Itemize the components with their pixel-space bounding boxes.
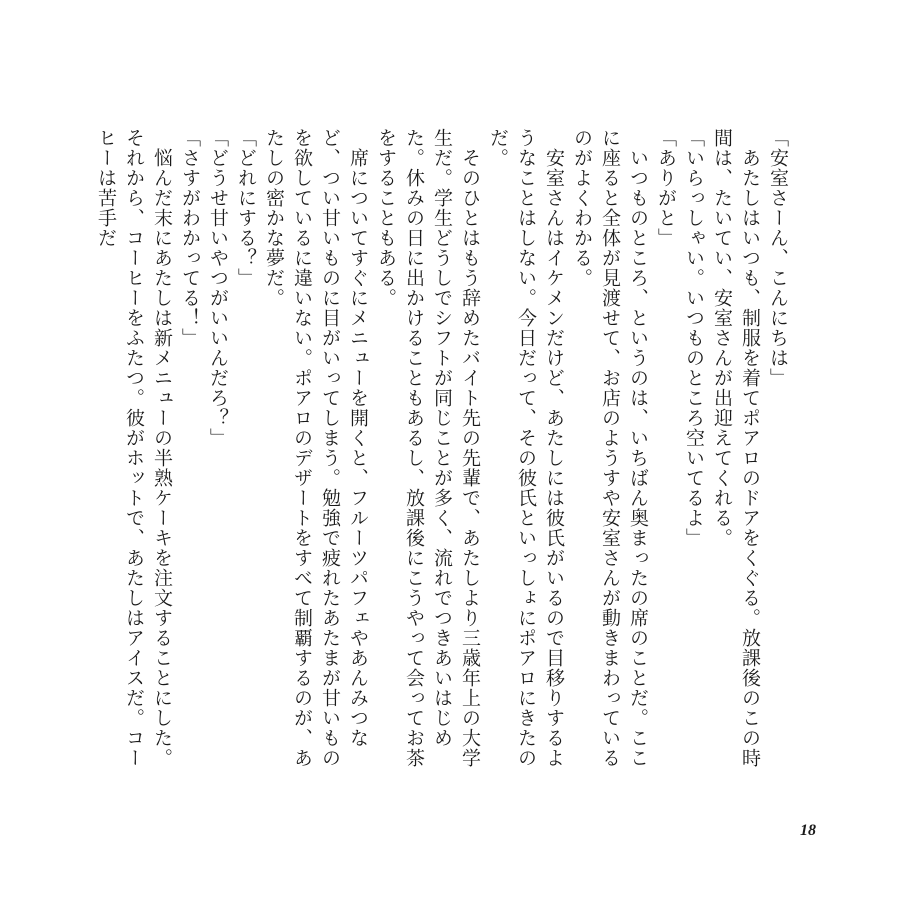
paragraph: 悩んだ末にあたしは新メニューの半熟ケーキを注文することにした。それから、コーヒーをふたつ。彼がホットで、あたしはアイスだ。コーヒーは苦手だ [95, 128, 173, 768]
paragraph: 席についてすぐにメニューを開くと、フルーツパフェやあんみつなど、つい甘いものに目がいってしまう。勉強で疲れたあたまが甘いものを欲しているに違いない。ポアロのデザートをすべて制覇するのが、あたしの密かな夢だ。 [263, 128, 369, 768]
paragraph: あたしはいつも、制服を着てポアロのドアをくぐる。放課後のこの時間は、たいてい、安室さんが出迎えてくれる。 [711, 128, 761, 768]
paragraph: 「ありがと」 [655, 128, 677, 248]
page-number: 18 [800, 822, 816, 839]
paragraph: いつものところ、というのは、いちばん奥まったの席のことだ。ここに座ると全体が見渡せて、お店のようすや安室さんが動きまわっているのがよくわかる。 [571, 128, 649, 768]
paragraph: 「いらっしゃい。いつものところ空いてるよ」 [683, 128, 705, 548]
body-text [92, 128, 792, 768]
paragraph: 「安室さーん、こんにちは」 [767, 128, 789, 388]
paragraph: 「どうせ甘いやつがいいんだろ？」 [207, 128, 229, 448]
paragraph: 「さすがわかってる！」 [179, 128, 201, 348]
paragraph: 「どれにする？」 [235, 128, 257, 288]
paragraph: 安室さんはイケメンだけど、あたしには彼氏がいるので目移りするようなことはしない。今日だって、その彼氏といっしょにポアロにきたのだ。 [487, 128, 565, 768]
paragraph: そのひとはもう辞めたバイト先の先輩で、あたしより三歳年上の大学生だ。学生どうしでシフトが同じことが多く、流れでつきあいはじめた。休みの日に出かけることもあるし、放課後にこうやって会ってお茶をすることもある。 [375, 128, 481, 768]
